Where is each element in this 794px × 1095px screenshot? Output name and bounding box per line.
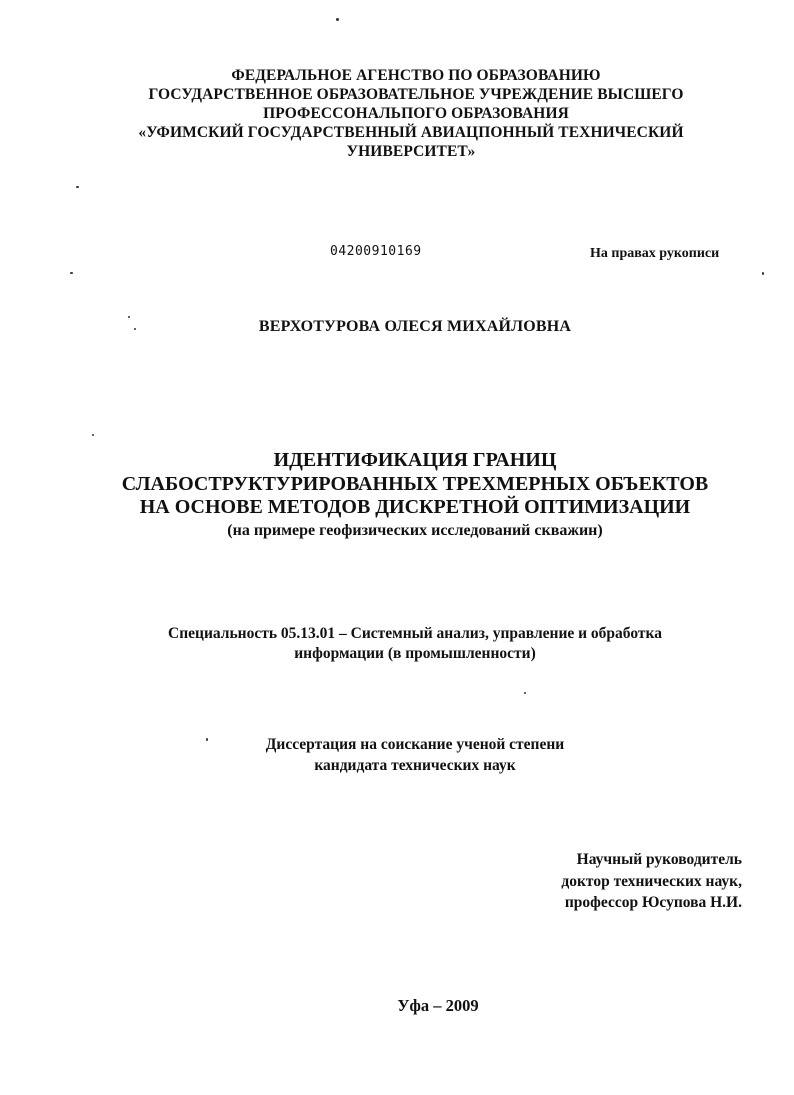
degree-statement	[0, 734, 794, 776]
specialty-line: информации (в промышленности)	[294, 645, 536, 662]
supervisor-line: Научный руководитель	[576, 851, 742, 868]
degree-line: кандидата технических наук	[314, 757, 516, 774]
catalog-number: 04200910169	[330, 244, 422, 259]
scan-speck	[70, 272, 73, 274]
scan-speck	[762, 272, 764, 275]
title-line: ИДЕНТИФИКАЦИЯ ГРАНИЦ	[273, 449, 557, 471]
supervisor-line: профессор Юсупова Н.И.	[564, 894, 742, 911]
institution-line: ФЕДЕРАЛЬНОЕ АГЕНСТВО ПО ОБРАЗОВАНИЮ	[231, 67, 601, 84]
degree-line: Диссертация на соискание ученой степени	[265, 736, 565, 753]
institution-header	[0, 66, 794, 161]
specialty-line: Специальность 05.13.01 – Системный анализ, управление и обработка	[168, 625, 662, 642]
supervisor-block	[561, 849, 742, 914]
institution-line: УНИВЕРСИТЕТ»	[346, 143, 476, 160]
institution-line: «УФИМСКИЙ ГОСУДАРСТВЕННЫЙ АВИАЦПОННЫЙ ТЕХНИЧЕСКИЙ	[138, 124, 684, 141]
scan-speck	[76, 186, 79, 188]
institution-line: ПРОФЕССОНАЛЬПОГО ОБРАЗОВАНИЯ	[263, 105, 569, 122]
city-year: Уфа – 2009	[397, 996, 479, 1015]
institution-line: ГОСУДАРСТВЕННОЕ ОБРАЗОВАТЕЛЬНОЕ УЧРЕЖДЕНИЕ ВЫСШЕГО	[148, 86, 684, 103]
dissertation-title	[0, 449, 794, 542]
title-line: НА ОСНОВЕ МЕТОДОВ ДИСКРЕТНОЙ ОПТИМИЗАЦИИ	[139, 496, 691, 518]
author-name: ВЕРХОТУРОВА ОЛЕСЯ МИХАЙЛОВНА	[258, 318, 572, 335]
scan-speck	[336, 18, 339, 21]
specialty	[0, 624, 794, 664]
scan-speck	[92, 434, 94, 436]
scan-speck	[524, 692, 526, 694]
manuscript-rights-label: На правах рукописи	[590, 246, 720, 261]
supervisor-line: доктор технических наук,	[561, 872, 742, 890]
title-subtitle: (на примере геофизических исследований скважин)	[227, 521, 603, 539]
title-line: СЛАБОСТРУКТУРИРОВАННЫХ ТРЕХМЕРНЫХ ОБЪЕКТОВ	[121, 472, 709, 495]
